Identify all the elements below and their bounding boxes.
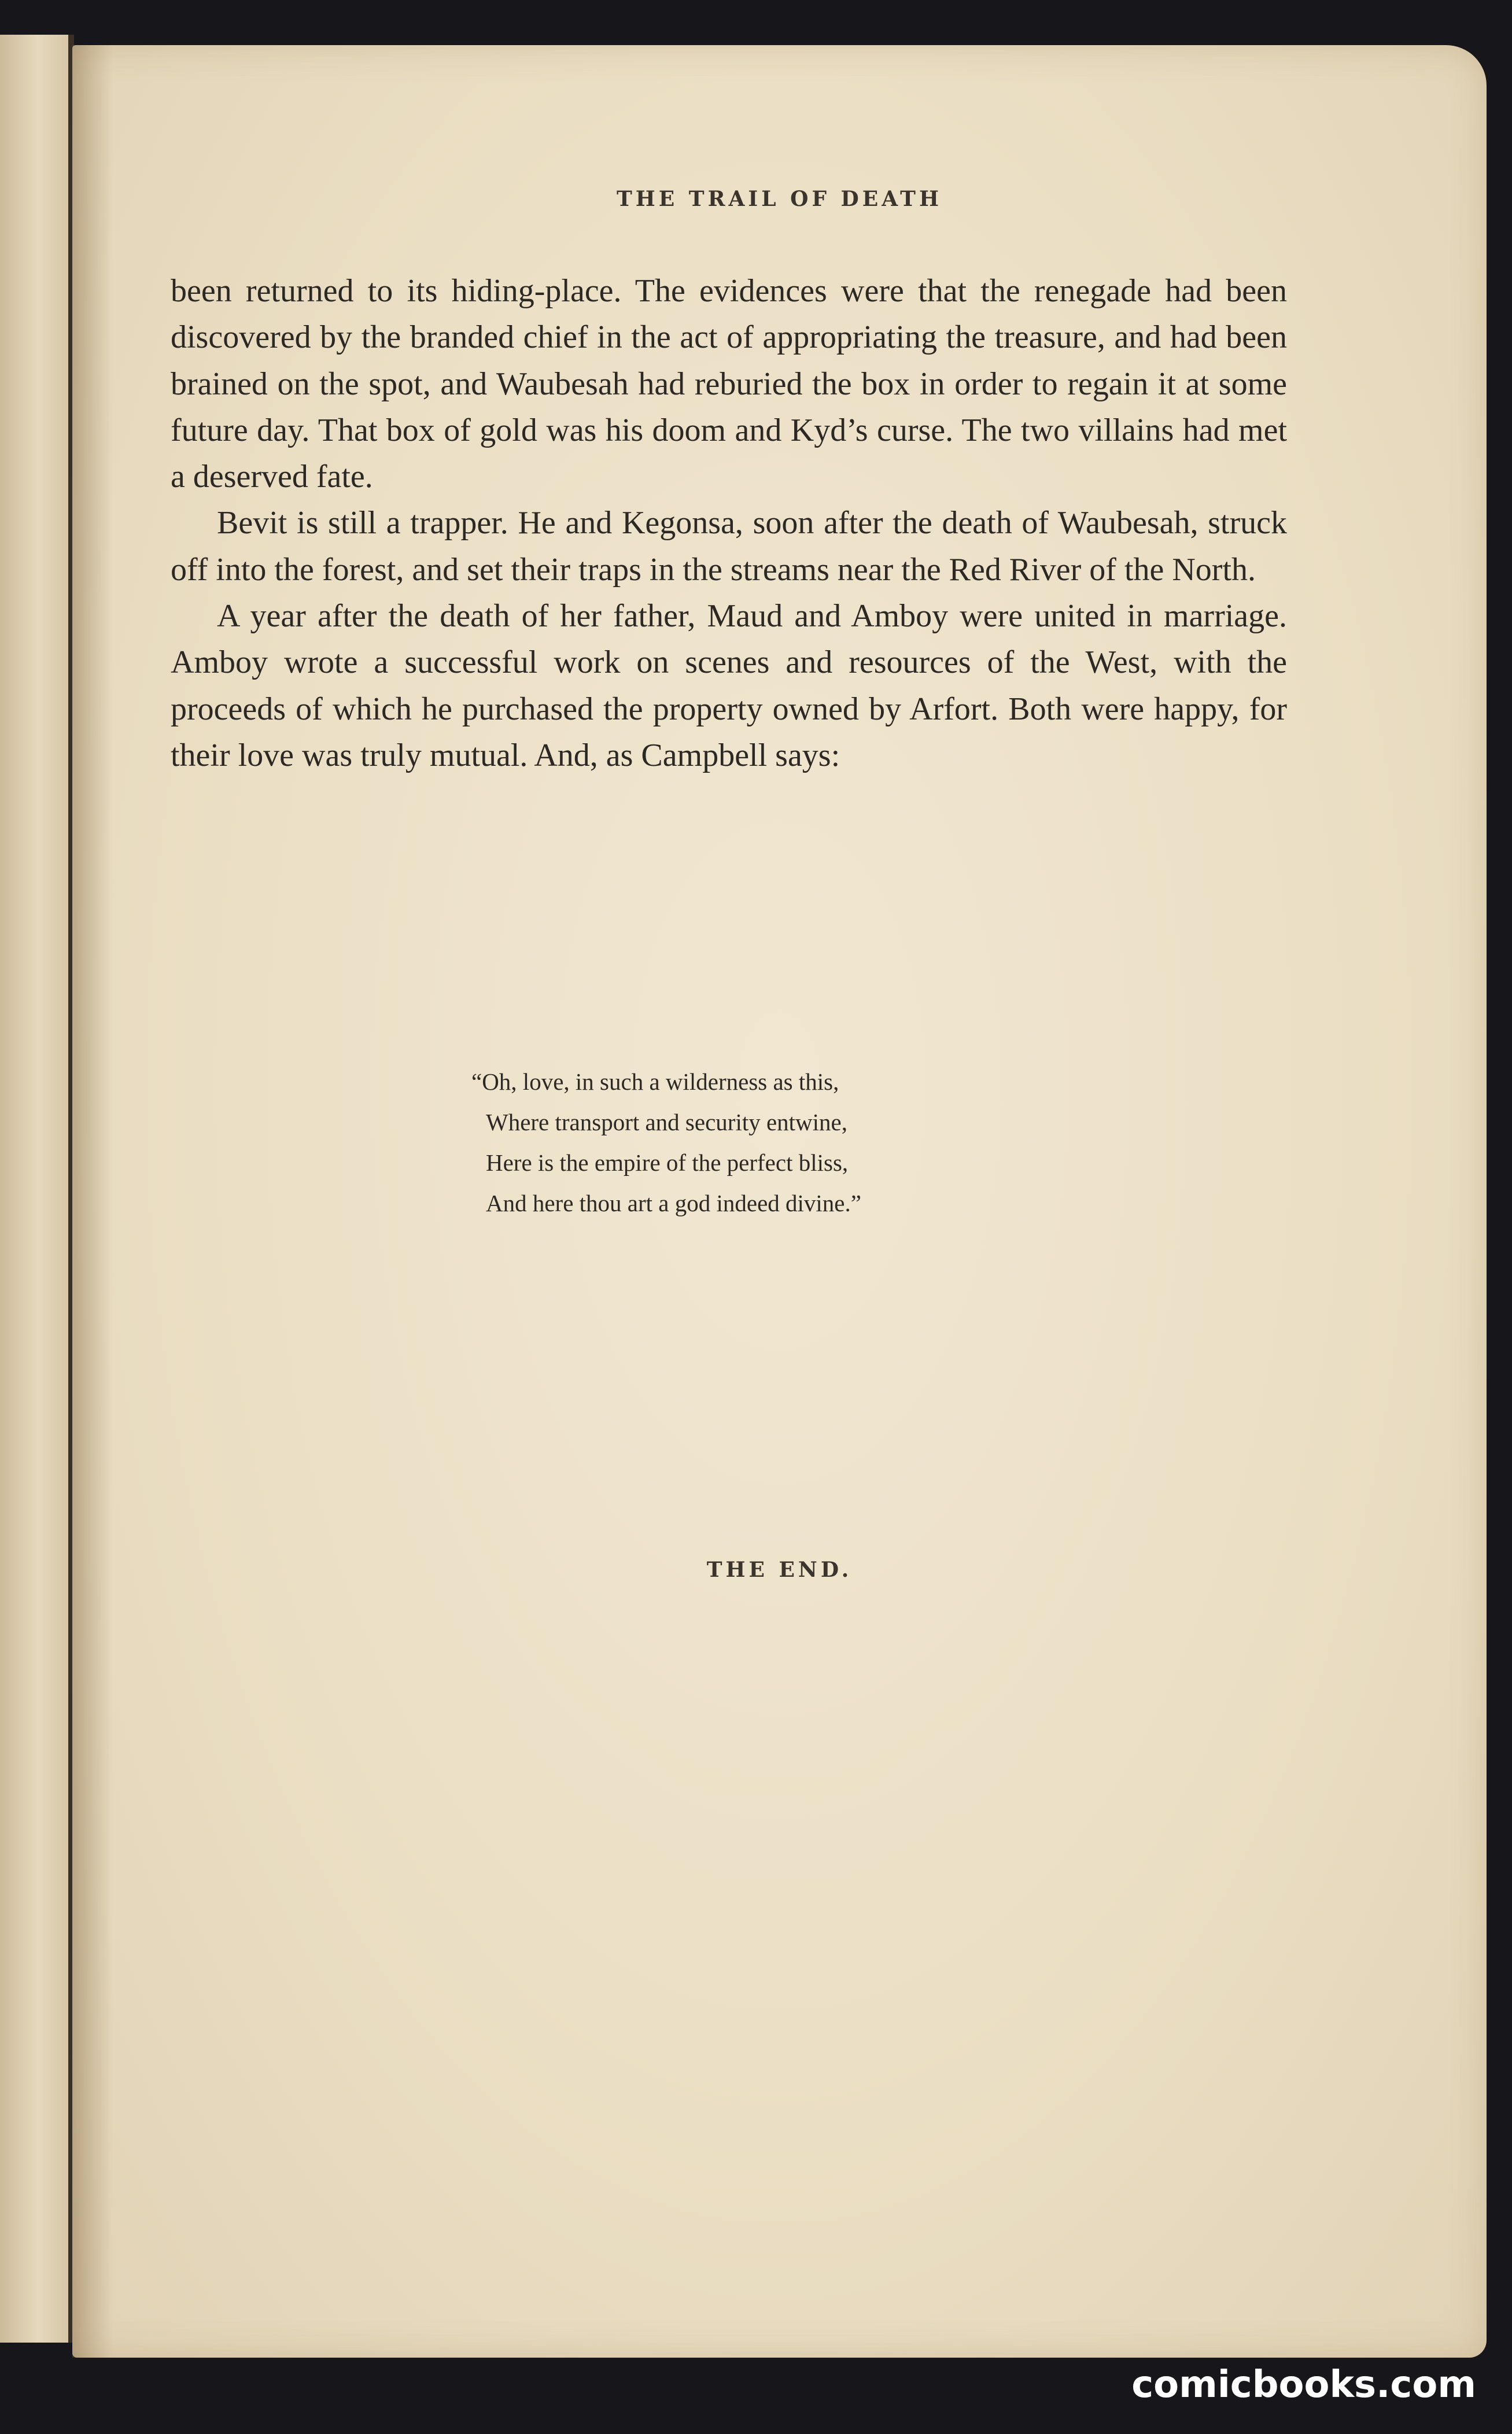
watermark: comicbooks.com xyxy=(1131,2363,1476,2406)
gutter-shadow xyxy=(72,45,113,2358)
paragraph: A year after the death of her father, Maud and Amboy were united in marriage. Amboy wrote a successful work on scenes and resources of the West, with the proceeds of which he purchased the property owned by Arfort. Both were happy, for their love was truly mutual. And, as Campbell says: xyxy=(171,598,1287,773)
facing-page-edge xyxy=(0,35,74,2343)
body-text xyxy=(171,268,1287,779)
verse-line: Here is the empire of the perfect bliss, xyxy=(486,1149,849,1176)
the-end-marker: THE END. xyxy=(706,1558,853,1582)
running-head: THE TRAIL OF DEATH xyxy=(617,187,942,211)
paragraph: been returned to its hiding-place. The evidences were that the renegade had been discovered by the branded chief in the act of appropriating the treasure, and had been brained on the spot, and Waubesah had reburied the box in order to regain it at some future day. That box of gold was his doom and Kyd’s curse. The two villains had met a deserved fate. xyxy=(171,273,1287,495)
paragraph: Bevit is still a trapper. He and Kegonsa, soon after the death of Waubesah, struck off into the forest, and set their traps in the streams near the Red River of the North. xyxy=(171,505,1287,588)
verse-line: Where transport and security entwine, xyxy=(486,1109,848,1135)
verse-line: And here thou art a god indeed divine.” xyxy=(486,1190,861,1216)
verse-quotation xyxy=(471,1061,1166,1223)
book-page xyxy=(72,45,1487,2358)
verse-line: “Oh, love, in such a wilderness as this, xyxy=(471,1068,839,1095)
